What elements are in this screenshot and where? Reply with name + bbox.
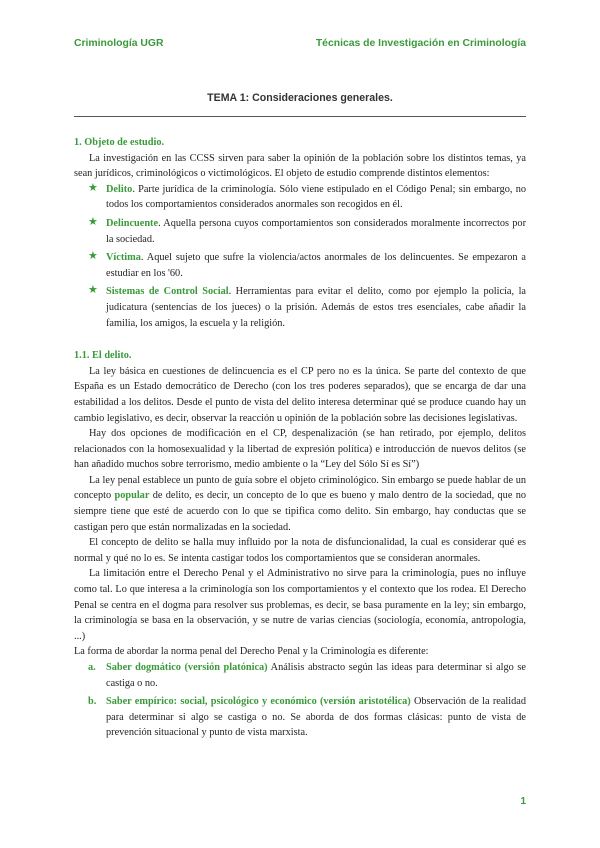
list-item: ★ Víctima. Aquel sujeto que sufre la violencia/actos anormales de los delincuentes. Se empezaron a estudiar en los '60.	[88, 250, 526, 279]
approaches-list	[74, 660, 526, 741]
list-item: ★ Delincuente. Aquella persona cuyos comportamientos son considerados moralmente incorrectos por la sociedad.	[88, 215, 526, 245]
section-heading-objeto: 1. Objeto de estudio.	[74, 137, 165, 148]
paragraph: Hay dos opciones de modificación en el CP, despenalización (se han retirado, por ejemplo, delitos relacionados con la homosexualidad y la libertad de expresión política) e introducción de nuevos delitos (se han añadido muchos sobre terrorismo, medio ambiente o la “Ley del Sólo Sí es Sí”)	[74, 428, 526, 471]
page-title: TEMA 1: Consideraciones generales.	[207, 92, 393, 104]
elements-list	[74, 182, 526, 331]
list-item: ★ Delito. Parte jurídica de la criminología. Sólo viene estipulado en el Código Penal; sin embargo, no todos los comportamientos considerados anormales son recogidos en él.	[88, 181, 526, 211]
list-item: ★ Sistemas de Control Social. Herramientas para evitar el delito, como por ejemplo la policía, la judicatura (sentencias de los jueces) o la prisión. Además de estos tres esenciales, cabe añadir la familia, los amigos, la escuela y la religión.	[88, 284, 526, 329]
paragraph: La limitación entre el Derecho Penal y el Administrativo no sirve para la criminología, pues no influye como tal. Lo que interesa a la criminología son los comportamientos y el contexto que los rodea. El Derecho Penal se centra en el dogma para resolver sus problemas, es decir, se basa puramente en la ley; sin embargo, la criminología se basa en la observación, y se nutre de varias ciencias (sociología, economía, antropología, ...)	[74, 568, 526, 642]
section-heading-delito: 1.1. El delito.	[74, 350, 132, 362]
list-item: a. Saber dogmático (versión platónica) Análisis abstracto según las ideas para determinar si algo se castiga o no.	[88, 662, 526, 689]
paragraph: El concepto de delito se halla muy influido por la nota de disfuncionalidad, la cual es considerar qué es normal y qué no lo es. Se intenta castigar todos los comportamientos que se consideran anormales.	[74, 537, 526, 564]
star-icon: ★	[88, 181, 98, 194]
paragraph: La investigación en las CCSS sirven para saber la opinión de la población sobre los distintos temas, ya sean jurídicos, criminológicos o victimológicos. El objeto de estudio comprende distintos elementos:	[74, 152, 526, 180]
star-icon: ★	[88, 284, 98, 297]
title-divider	[74, 116, 526, 117]
header-right: Técnicas de Investigación en Criminología	[315, 38, 526, 49]
star-icon: ★	[88, 250, 98, 263]
list-item: b. Saber empírico: social, psicológico y económico (versión aristotélica) Observación de la realidad para determinar si algo se castiga o no. Se aborda de dos formas clásicas: punto de vista de prevención situacional y punto de vista marxista.	[88, 696, 526, 739]
document-body	[74, 135, 526, 744]
paragraph: La forma de abordar la norma penal del Derecho Penal y la Criminología es diferente:	[74, 646, 429, 658]
page-number: 1	[520, 796, 526, 807]
paragraph: La ley básica en cuestiones de delincuencia es el CP pero no es la única. Se parte del contexto de que España es un Estado democrático de Derecho (con los tres poderes separados), que se encarga de dar una estabilidad a los delitos. Desde el punto de vista del delito interesa determinar qué se produce cuando hay un cambio legislativo, es decir, observar la reacción u opinión de la población sobre las decisiones legislativas.	[74, 365, 526, 424]
header-left: Criminología UGR	[74, 38, 164, 49]
star-icon: ★	[88, 215, 98, 228]
paragraph: La ley penal establece un punto de guía sobre el objeto criminológico. Sin embargo se puede hablar de un concepto popular de delito, es decir, un concepto de lo que es bueno y malo dentro de la sociedad, que no siempre tiene que esté de acuerdo con lo que se tipifica como delito. Sin embargo, hay conductas que se castigan pero que están normalizadas en la sociedad.	[74, 474, 526, 533]
